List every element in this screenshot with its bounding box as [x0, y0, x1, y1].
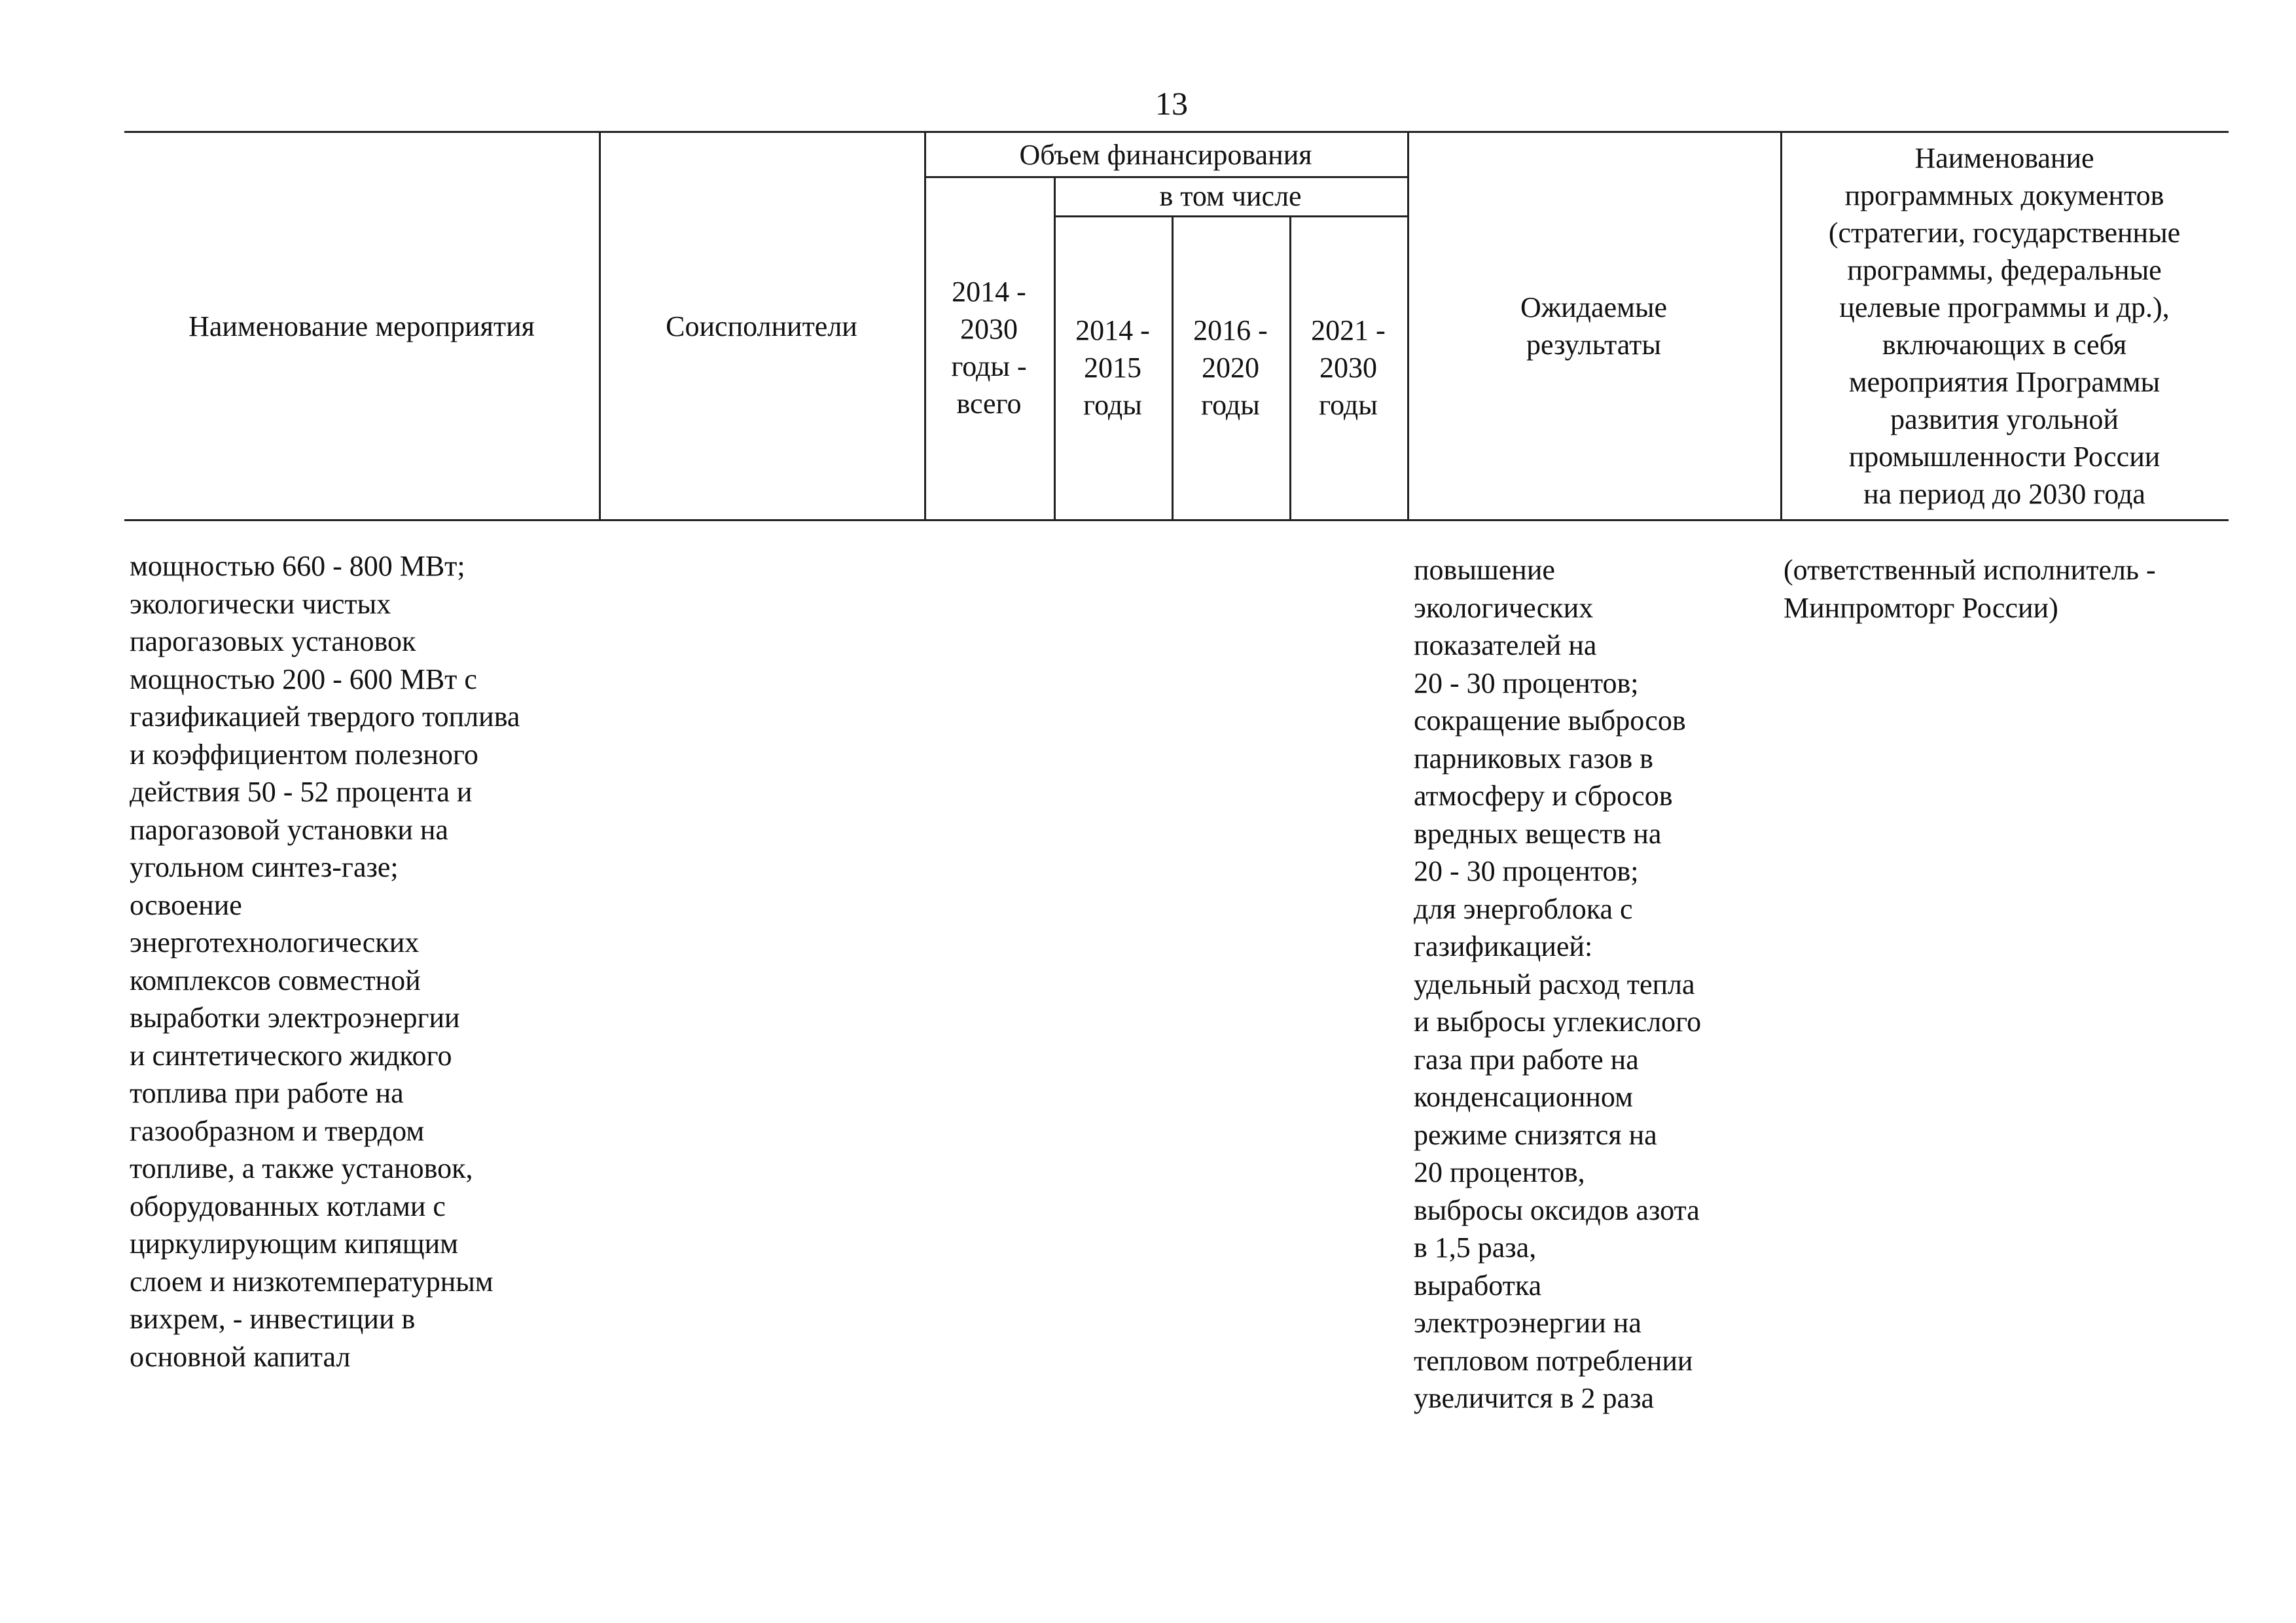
header-program-documents: Наименование программных документов (стратегии, государственные программы, федеральные целевые программы и др.), включающих в себя мероприятия Программы развития угольной промышленности России на период до 2030 года [1828, 142, 2181, 510]
row-results-text: повышение экологических показателей на 20 - 30 процентов; сокращение выбросов парниковых газов в атмосферу и сбросов вредных веществ на 20 - 30 процентов; для энергоблока с газификацией: удельный расход тепла и выбросы углекислого газа при работе на конденсационном режиме снизятся на 20 процентов, выбросы оксидов азота в 1,5 раза, выработка электроэнергии на тепловом потреблении увеличится в 2 раза [1414, 554, 1702, 1414]
header-period-2021-2030: 2021 - 2030 годы [1311, 314, 1386, 421]
header-period-2016-2020: 2016 - 2020 годы [1193, 314, 1268, 421]
header-including: в том числе [1159, 179, 1302, 212]
header-co-executors: Соисполнители [666, 310, 857, 342]
table-header [124, 131, 2229, 521]
header-expected-results: Ожидаемые результаты [1520, 291, 1668, 361]
header-total-period: 2014 - 2030 годы - всего [951, 276, 1027, 420]
row-documents-text: (ответственный исполнитель - Минпромторг России) [1784, 554, 2156, 624]
row-event-text: мощностью 660 - 800 МВт; экологически чистых парогазовых установок мощностью 200 - 600 МВт с газификацией твердого топлива и коэффициентом полезного действия 50 - 52 процента и парогазовой установки на угольном синтез-газе; освоение энерготехнологических комплексов совместной выработки электроэнергии и синтетического жидкого топлива при работе на газообразном и твердом топливе, а также установок, оборудованных котлами с циркулирующим кипящим слоем и низкотемпературным вихрем, - инвестиции в основной капитал [130, 550, 520, 1373]
header-financing-volume: Объем финансирования [1019, 138, 1312, 171]
page-number: 13 [1155, 85, 1188, 122]
header-period-2014-2015: 2014 - 2015 годы [1075, 314, 1150, 421]
header-event-name: Наименование мероприятия [188, 310, 535, 342]
